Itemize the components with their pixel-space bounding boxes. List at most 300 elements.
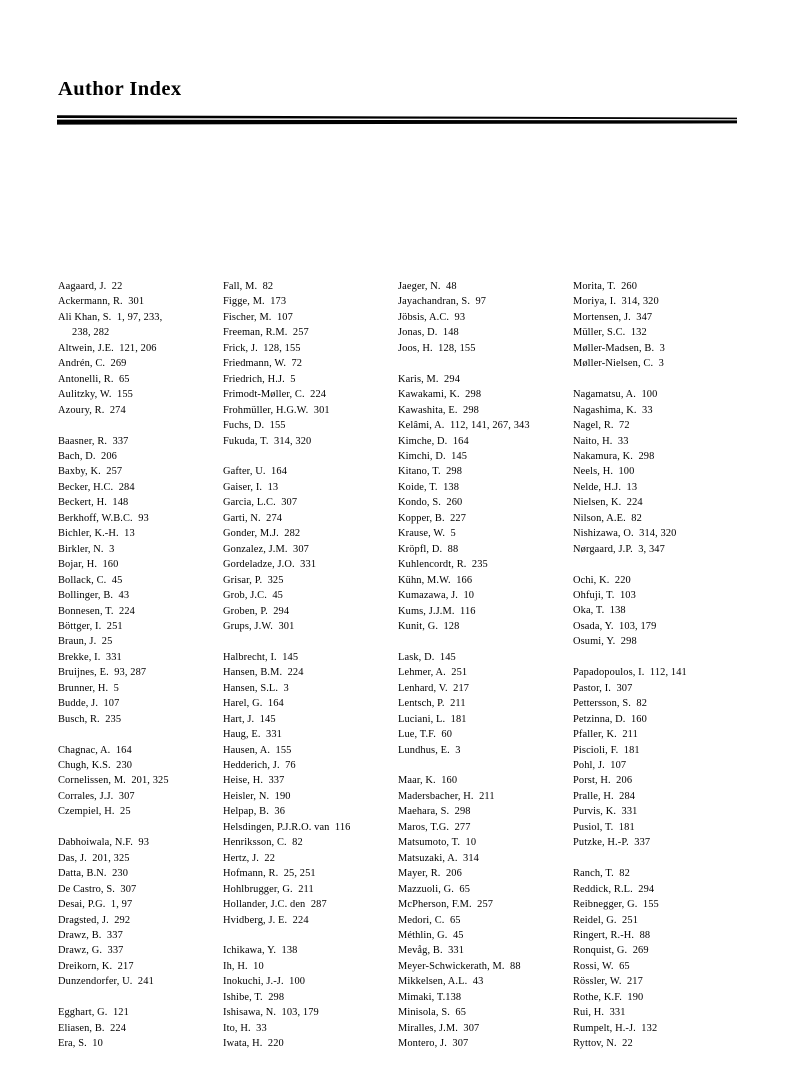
entry-name: Luciani, L. [398,713,446,725]
index-entry [58,804,228,819]
entry-pages: 33 [250,1022,267,1034]
entry-pages: 164 [265,466,288,478]
entry-name: Bollack, C. [58,574,107,586]
index-entry [573,634,758,649]
index-entry [58,310,228,325]
index-entry [223,681,401,696]
entry-pages: 241 [132,976,154,988]
entry-pages: 201, 325 [86,852,130,864]
entry-name: Jayachandran, S. [398,296,471,308]
entry-name: Müller, S.C. [573,327,626,339]
index-entry [398,511,578,526]
entry-name: Dunzendorfer, U. [58,976,133,988]
entry-name: Jöbsis, A.C. [398,311,450,323]
entry-pages: 25, 251 [278,868,316,880]
index-entry [573,356,758,371]
entry-pages: 307 [446,1038,469,1050]
index-entry [398,959,578,974]
index-entry [223,882,401,897]
index-entry [58,681,228,696]
entry-name: Nielsen, K. [573,497,622,509]
entry-pages: 347 [630,311,653,323]
index-entry [398,990,578,1005]
index-entry [398,696,578,711]
entry-name: De Castro, S. [58,883,115,895]
index-entry [573,1005,758,1020]
index-entry [58,634,228,649]
entry-name: Rössler, W. [573,976,622,988]
entry-pages: 298 [457,404,479,416]
entry-name: Altwein, J.E. [58,342,114,354]
entry-pages: 25 [96,636,113,648]
entry-pages: 301 [122,296,145,308]
entry-pages: 116 [329,821,351,833]
index-entry [398,727,578,742]
index-entry [58,974,228,989]
entry-name: Minisola, S. [398,1007,450,1019]
entry-name: Halbrecht, I. [223,651,277,663]
entry-name: Ochi, K. [573,574,610,586]
index-entry [223,835,401,850]
index-entry [223,897,401,912]
entry-pages: 72 [286,358,303,370]
entry-name: Fuchs, D. [223,420,265,432]
entry-name: Era, S. [58,1038,87,1050]
entry-pages: 3 [653,358,664,370]
entry-pages: 211 [616,729,638,741]
entry-pages: 103, 179 [276,1007,319,1019]
index-column [223,279,401,1052]
entry-pages: 284 [613,790,636,802]
entry-name: Kondo, S. [398,497,441,509]
index-entry [223,526,401,541]
index-entry [58,480,228,495]
index-entry [223,356,401,371]
entry-name: Krause, W. [398,528,446,540]
entry-pages: 145 [254,713,276,725]
entry-pages: 100 [613,466,635,478]
entry-name: Morita, T. [573,281,616,292]
index-entry [58,619,228,634]
index-entry [223,588,401,603]
entry-pages: 155 [264,420,286,432]
entry-name: Kimchi, D. [398,450,446,462]
entry-name: Becker, H.C. [58,481,114,493]
entry-name: Kuhlencordt, R. [398,559,467,571]
entry-pages: 100 [636,389,658,401]
entry-pages: 148 [106,497,129,509]
entry-pages: 337 [107,435,129,447]
entry-pages: 132 [625,327,647,339]
index-entry [58,557,228,572]
entry-name: Friedrich, H.J. [223,373,285,385]
entry-name: Møller-Madsen, B. [573,342,655,354]
index-entry [223,1021,401,1036]
entry-name: Aulitzky, W. [58,389,112,401]
entry-pages: 173 [264,296,287,308]
index-entry [573,526,758,541]
index-entry [573,712,758,727]
entry-name: Miralles, J.M. [398,1022,458,1034]
index-entry [58,897,228,912]
divider-rule-icon [57,114,737,126]
entry-name: Oka, T. [573,605,605,617]
entry-pages: 224 [282,667,304,679]
entry-pages: 155 [637,899,659,911]
entry-pages: 65 [444,914,461,926]
entry-name: Bonnesen, T. [58,605,114,617]
entry-pages: 132 [635,1022,658,1034]
entry-pages: 181 [618,744,640,756]
entry-name: Putzke, H.-P. [573,837,629,849]
entry-pages: 112, 141 [644,667,687,679]
index-entry [398,310,578,325]
entry-pages: 116 [454,605,476,617]
index-entry [58,959,228,974]
index-entry [398,557,578,572]
entry-name: Ito, H. [223,1022,251,1034]
index-entry [398,526,578,541]
entry-name: Heise, H. [223,775,264,787]
entry-pages-continued: 238, 282 [72,327,110,339]
index-entry [58,294,228,309]
index-entry [573,310,758,325]
entry-pages: 294 [438,373,461,385]
entry-pages: 251 [445,667,468,679]
entry-pages: 331 [100,651,122,663]
letter-group-gap [223,449,401,464]
index-entry [573,743,758,758]
entry-name: Grisar, P. [223,574,263,586]
index-entry [58,495,228,510]
entry-pages: 22 [616,1038,633,1050]
index-entry [573,866,758,881]
entry-name: Beckert, H. [58,497,107,509]
entry-name: Lundhus, E. [398,744,450,756]
entry-name: Kopper, B. [398,512,445,524]
entry-name: Azoury, R. [58,404,105,416]
entry-name: Kelâmi, A. [398,420,445,432]
entry-pages: 88 [634,929,651,941]
index-entry [223,325,401,340]
index-entry [223,372,401,387]
index-entry [58,650,228,665]
entry-pages: 3 [654,342,665,354]
entry-name: Dreikorn, K. [58,960,113,972]
entry-pages: 331 [616,806,638,818]
index-entry [58,882,228,897]
entry-pages: 298 [459,389,482,401]
index-entry [573,573,758,588]
entry-pages: 138 [437,481,460,493]
entry-pages: 224 [113,605,135,617]
entry-name: Henriksson, C. [223,837,287,849]
index-entry [223,604,401,619]
entry-pages: 93, 287 [108,667,147,679]
entry-name: Hohlbrugger, G. [223,883,293,895]
index-entry [398,804,578,819]
index-entry [573,1036,758,1051]
entry-pages: 128, 155 [257,342,301,354]
entry-pages: 260 [615,281,638,292]
index-entry [223,434,401,449]
entry-name: Drawz, G. [58,945,103,957]
entry-pages: 211 [444,698,466,710]
entry-pages: 103, 179 [613,620,657,632]
entry-pages: 331 [294,559,317,571]
index-entry [58,604,228,619]
index-entry [573,789,758,804]
index-entry [58,279,228,294]
entry-name: Hansen, B.M. [223,667,283,679]
entry-pages: 65 [453,883,471,895]
index-entry [573,773,758,788]
entry-name: Frimodt-Møller, C. [223,389,305,401]
entry-pages: 166 [450,574,473,586]
index-entry [58,464,228,479]
index-entry [573,681,758,696]
entry-pages: 93 [449,311,466,323]
entry-pages: 10 [460,837,477,849]
entry-pages: 160 [97,559,119,571]
entry-name: Gaiser, I. [223,481,263,493]
entry-name: Garcia, L.C. [223,497,276,509]
entry-pages: 274 [260,512,283,524]
entry-name: Helpap, B. [223,806,269,818]
entry-pages: 211 [292,883,314,895]
letter-group-gap [398,634,578,649]
entry-name: Mortensen, J. [573,311,631,323]
index-entry [223,1036,401,1051]
entry-name: Bojar, H. [58,559,98,571]
index-entry [398,974,578,989]
entry-pages: 337 [628,837,651,849]
entry-pages: 331 [260,729,282,741]
index-column [398,279,578,1052]
entry-name: Piscioli, F. [573,744,619,756]
entry-name: Nakamura, K. [573,450,634,462]
entry-name: Braun, J. [58,636,97,648]
index-entry [58,696,228,711]
entry-name: Møller-Nielsen, C. [573,358,654,370]
index-entry [398,325,578,340]
index-entry [58,773,228,788]
entry-pages: 1, 97, 233, [111,311,163,323]
index-entry [398,835,578,850]
index-entry [573,480,758,495]
entry-pages: 82 [625,512,642,524]
entry-pages: 260 [440,497,463,509]
entry-name: Pusiol, T. [573,821,614,833]
entry-pages: 164 [447,435,469,447]
letter-group-gap [573,372,758,387]
entry-pages: 224 [287,914,309,926]
entry-name: Corrales, J.J. [58,790,114,802]
entry-pages: 82 [613,868,630,880]
entry-name: Freeman, R.M. [223,327,288,339]
letter-group-gap [223,634,401,649]
entry-pages: 314, 320 [268,435,312,447]
entry-name: Montero, J. [398,1038,447,1050]
entry-name: Lenhard, V. [398,682,448,694]
entry-name: Hansen, S.L. [223,682,279,694]
entry-pages: 220 [262,1038,284,1050]
index-entry [398,681,578,696]
entry-pages: 227 [444,512,467,524]
entry-name: Reidel, G. [573,914,617,926]
entry-pages: 138 [276,945,298,957]
index-entry [398,588,578,603]
index-entry-continuation [58,325,228,340]
entry-name: Antonelli, R. [58,373,114,385]
entry-pages: 211 [473,790,495,802]
entry-pages: 301 [308,404,330,416]
letter-group-gap [58,727,228,742]
index-entry [223,279,401,294]
index-entry [223,619,401,634]
entry-pages: 22 [106,281,123,292]
entry-name: Nagamatsu, A. [573,389,637,401]
entry-name: Jaeger, N. [398,281,441,292]
index-entry [573,495,758,510]
entry-name: Moriya, I. [573,296,617,308]
entry-name: Hausen, A. [223,744,271,756]
entry-pages: 82 [257,281,274,292]
entry-name: Lue, T.F. [398,729,436,741]
index-entry [58,913,228,928]
index-entry [223,851,401,866]
index-entry [223,387,401,402]
index-entry [573,449,758,464]
index-entry [398,464,578,479]
entry-name: Medori, C. [398,914,445,926]
entry-pages: 164 [110,744,132,756]
entry-pages: 103 [614,590,636,602]
index-entry [223,511,401,526]
index-entry [58,1036,228,1051]
entry-name: Hofmann, R. [223,868,279,880]
entry-name: Datta, B.N. [58,868,107,880]
index-entry [223,557,401,572]
index-entry [223,804,401,819]
entry-pages: 13 [621,481,638,493]
entry-name: Rothe, K.F. [573,991,622,1003]
index-entry [573,665,758,680]
entry-pages: 145 [445,450,468,462]
index-entry [573,835,758,850]
entry-pages: 314 [457,852,479,864]
entry-pages: 230 [106,868,129,880]
index-entry [573,943,758,958]
entry-pages: 220 [609,574,631,586]
index-entry [398,773,578,788]
index-entry [398,542,578,557]
entry-name: Nilson, A.E. [573,512,626,524]
entry-name: Birkler, N. [58,543,104,555]
entry-pages: 298 [440,466,463,478]
entry-name: Figge, M. [223,296,265,308]
index-entry [223,418,401,433]
entry-pages: 107 [271,311,293,323]
index-entry [573,603,758,618]
entry-name: Porst, H. [573,775,611,787]
entry-name: Purvis, K. [573,806,617,818]
entry-name: Inokuchi, J.-J. [223,976,284,988]
index-entry [398,866,578,881]
entry-name: Rui, H. [573,1007,605,1019]
index-entry [58,743,228,758]
entry-pages: 251 [616,914,639,926]
index-entry [398,913,578,928]
index-entry [398,372,578,387]
index-entry [398,449,578,464]
entry-name: Bollinger, B. [58,590,114,602]
entry-pages: 282 [278,528,301,540]
entry-name: Mazzuoli, G. [398,883,454,895]
entry-name: Kums, J.J.M. [398,605,455,617]
entry-pages: 88 [442,543,459,555]
entry-pages: 301 [273,620,295,632]
entry-pages: 251 [101,620,123,632]
entry-name: Mikkelsen, A.L. [398,976,468,988]
entry-name: Nagel, R. [573,420,614,432]
letter-group-gap [398,356,578,371]
entry-pages: 307 [114,883,137,895]
entry-pages: 45 [266,590,283,602]
index-entry [398,480,578,495]
entry-name: Méthlin, G. [398,929,448,941]
index-entry [223,464,401,479]
entry-pages: 155 [111,389,133,401]
entry-name: Kitano, T. [398,466,441,478]
entry-name: Koide, T. [398,481,438,493]
entry-pages: 307 [611,682,633,694]
index-entry [223,310,401,325]
entry-pages: 217 [447,682,470,694]
entry-name: Eliasen, B. [58,1022,105,1034]
index-entry [398,573,578,588]
entry-pages: 3 [103,543,115,555]
index-entry [398,789,578,804]
entry-pages: 48 [440,281,457,292]
entry-name: Mimaki, T.138 [398,991,462,1003]
entry-pages: 145 [276,651,299,663]
index-entry [58,542,228,557]
index-entry [58,943,228,958]
index-entry [223,789,401,804]
index-entry [58,356,228,371]
entry-name: Czempiel, H. [58,806,115,818]
entry-pages: 155 [270,744,292,756]
entry-name: Maar, K. [398,775,436,787]
entry-name: Nagashima, K. [573,404,637,416]
entry-name: Heisler, N. [223,790,270,802]
entry-pages: 307 [113,790,135,802]
entry-pages: 76 [279,760,296,772]
index-entry [223,727,401,742]
entry-pages: 257 [471,899,494,911]
entry-name: Nørgaard, J.P. [573,543,633,555]
entry-name: Matsuzaki, A. [398,852,458,864]
entry-name: Ohfuji, T. [573,590,615,602]
index-entry [58,341,228,356]
entry-name: Baasner, R. [58,435,108,447]
entry-pages: 82 [630,698,648,710]
index-entry [223,974,401,989]
entry-pages: 314, 320 [616,296,659,308]
entry-name: Matsumoto, T. [398,837,461,849]
entry-pages: 235 [99,713,122,725]
